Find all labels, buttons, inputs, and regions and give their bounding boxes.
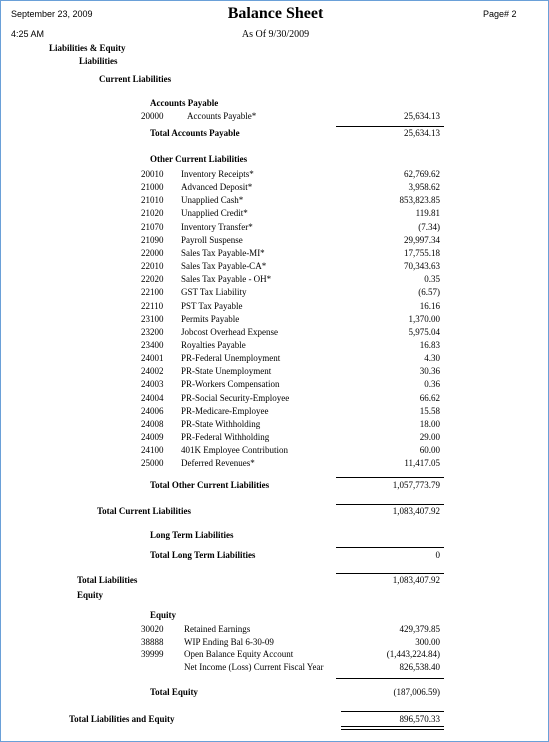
- account-number: 20000: [141, 111, 164, 121]
- account-number: 23400: [141, 339, 164, 350]
- account-name: Inventory Receipts*: [181, 169, 254, 179]
- heading-long-term-liabilities: Long Term Liabilities: [150, 530, 234, 540]
- account-number: 24006: [141, 405, 164, 416]
- account-amount: 11,417.05: [404, 458, 440, 469]
- account-name: PST Tax Payable: [181, 300, 243, 311]
- account-amount: 0.36: [424, 379, 440, 390]
- account-amount: 60.00: [419, 445, 440, 456]
- account-number: 21000: [141, 182, 164, 193]
- account-number: 24001: [141, 353, 164, 364]
- account-amount: 826,538.40: [399, 661, 440, 672]
- account-name: Sales Tax Payable-CA*: [181, 261, 267, 272]
- account-name: Unapplied Cash*: [181, 195, 244, 206]
- account-amount: 4.30: [424, 353, 440, 364]
- account-name: Payroll Suspense: [181, 234, 243, 245]
- account-name: Open Balance Equity Account: [184, 649, 294, 659]
- heading-liabilities-equity: Liabilities & Equity: [49, 43, 126, 53]
- account-number: 22010: [141, 261, 164, 272]
- report-subtitle: As Of 9/30/2009: [241, 29, 310, 40]
- subtotal-rule: [336, 678, 444, 679]
- account-amount: 429,379.85: [399, 624, 440, 634]
- account-amount: 70,343.63: [404, 261, 440, 272]
- account-name: Net Income (Loss) Current Fiscal Year: [184, 661, 324, 672]
- subtotal-rule: [336, 547, 444, 548]
- account-number: 38888: [141, 636, 164, 647]
- account-number: 23100: [141, 313, 164, 324]
- total-liabilities-value: 1,083,407.92: [392, 575, 440, 585]
- account-number: 24003: [141, 379, 164, 390]
- heading-other-current-liabilities: Other Current Liabilities: [150, 154, 248, 164]
- account-name: PR-Workers Compensation: [181, 379, 280, 390]
- account-name: PR-Federal Withholding: [181, 432, 270, 442]
- subtotal-rule: [336, 126, 444, 127]
- account-name: Unapplied Credit*: [181, 208, 248, 219]
- total-other-current-label: Total Other Current Liabilities: [150, 480, 270, 490]
- total-liabilities-equity-value: 896,570.33: [399, 714, 440, 724]
- account-amount: 18.00: [419, 418, 440, 429]
- account-name: Sales Tax Payable - OH*: [181, 274, 272, 285]
- account-name: Retained Earnings: [184, 624, 251, 634]
- subtotal-rule: [336, 477, 444, 478]
- account-amount: 16.16: [419, 300, 440, 311]
- total-current-liabilities-label: Total Current Liabilities: [97, 506, 192, 516]
- total-other-current-value: 1,057,773.79: [392, 480, 440, 490]
- account-amount: 29.00: [419, 432, 440, 442]
- account-number: 24009: [141, 432, 164, 442]
- total-liabilities-label: Total Liabilities: [77, 575, 138, 585]
- account-name: Permits Payable: [181, 313, 240, 324]
- account-amount: 16.83: [419, 339, 440, 350]
- account-amount: (7.34): [418, 221, 440, 232]
- subtotal-rule: [336, 504, 444, 505]
- account-name: Inventory Transfer*: [181, 221, 253, 232]
- total-long-term-label: Total Long Term Liabilities: [150, 550, 256, 560]
- account-number: 21070: [141, 221, 164, 232]
- account-amount: 853,823.85: [399, 195, 440, 206]
- subtotal-rule: [341, 711, 444, 712]
- account-name: PR-State Withholding: [181, 418, 261, 429]
- account-name: Advanced Deposit*: [181, 182, 253, 193]
- total-equity-value: (187,006.59): [393, 687, 440, 697]
- account-number: 24002: [141, 366, 164, 377]
- account-number: 24100: [141, 445, 164, 456]
- report-time: 4:25 AM: [11, 29, 45, 39]
- account-name: PR-Social Security-Employee: [181, 392, 290, 403]
- account-name: WIP Ending Bal 6-30-09: [184, 636, 274, 647]
- account-name: Accounts Payable*: [187, 111, 257, 121]
- account-number: 22020: [141, 274, 164, 285]
- heading-current-liabilities: Current Liabilities: [99, 74, 172, 84]
- total-long-term-value: 0: [435, 550, 440, 560]
- account-amount: 62,769.62: [404, 169, 440, 179]
- heading-equity-sub: Equity: [150, 610, 177, 620]
- account-name: PR-Medicare-Employee: [181, 405, 269, 416]
- account-name: Royalties Payable: [181, 339, 246, 350]
- account-number: 21010: [141, 195, 164, 206]
- account-amount: 15.58: [419, 405, 440, 416]
- account-amount: 5,975.04: [408, 326, 440, 337]
- account-amount: 119.81: [415, 208, 440, 219]
- account-number: 39999: [141, 649, 164, 659]
- account-amount: (6.57): [418, 287, 440, 298]
- account-amount: 66.62: [419, 392, 440, 403]
- account-number: 21020: [141, 208, 164, 219]
- account-amount: 0.35: [424, 274, 440, 285]
- account-name: PR-State Unemployment: [181, 366, 272, 377]
- account-amount: 3,958.62: [408, 182, 440, 193]
- account-amount: 300.00: [415, 636, 440, 647]
- subtotal-rule: [336, 573, 444, 574]
- account-number: 23200: [141, 326, 164, 337]
- account-number: 24008: [141, 418, 164, 429]
- account-name: Sales Tax Payable-MI*: [181, 247, 265, 258]
- account-number: 21090: [141, 234, 164, 245]
- grand-total-double-rule: [341, 726, 444, 730]
- heading-liabilities: Liabilities: [79, 56, 118, 66]
- account-name: Deferred Revenues*: [181, 458, 255, 469]
- account-amount: (1,443,224.84): [386, 649, 440, 659]
- total-liabilities-equity-label: Total Liabilities and Equity: [69, 714, 175, 724]
- report-title: Balance Sheet: [227, 5, 324, 22]
- report-date: September 23, 2009: [11, 9, 93, 19]
- account-number: 22110: [141, 300, 164, 311]
- total-accounts-payable-value: 25,634.13: [404, 128, 440, 138]
- account-number: 20010: [141, 169, 164, 179]
- page-number: Page# 2: [483, 9, 517, 19]
- account-name: Jobcost Overhead Expense: [181, 326, 278, 337]
- account-amount: 1,370.00: [408, 313, 440, 324]
- account-number: 22100: [141, 287, 164, 298]
- account-number: 25000: [141, 458, 164, 469]
- heading-accounts-payable: Accounts Payable: [150, 98, 219, 108]
- account-number: 30020: [141, 624, 164, 634]
- total-current-liabilities-value: 1,083,407.92: [392, 506, 440, 516]
- account-name: PR-Federal Unemployment: [181, 353, 281, 364]
- account-amount: 29,997.34: [404, 234, 440, 245]
- account-name: 401K Employee Contribution: [181, 445, 288, 456]
- heading-equity: Equity: [77, 590, 104, 600]
- account-amount: 30.36: [419, 366, 440, 377]
- account-amount: 17,755.18: [404, 247, 440, 258]
- account-name: GST Tax Liability: [181, 287, 247, 298]
- total-equity-label: Total Equity: [150, 687, 198, 697]
- account-number: 22000: [141, 247, 164, 258]
- total-accounts-payable-label: Total Accounts Payable: [150, 128, 240, 138]
- account-number: 24004: [141, 392, 164, 403]
- account-amount: 25,634.13: [404, 111, 440, 121]
